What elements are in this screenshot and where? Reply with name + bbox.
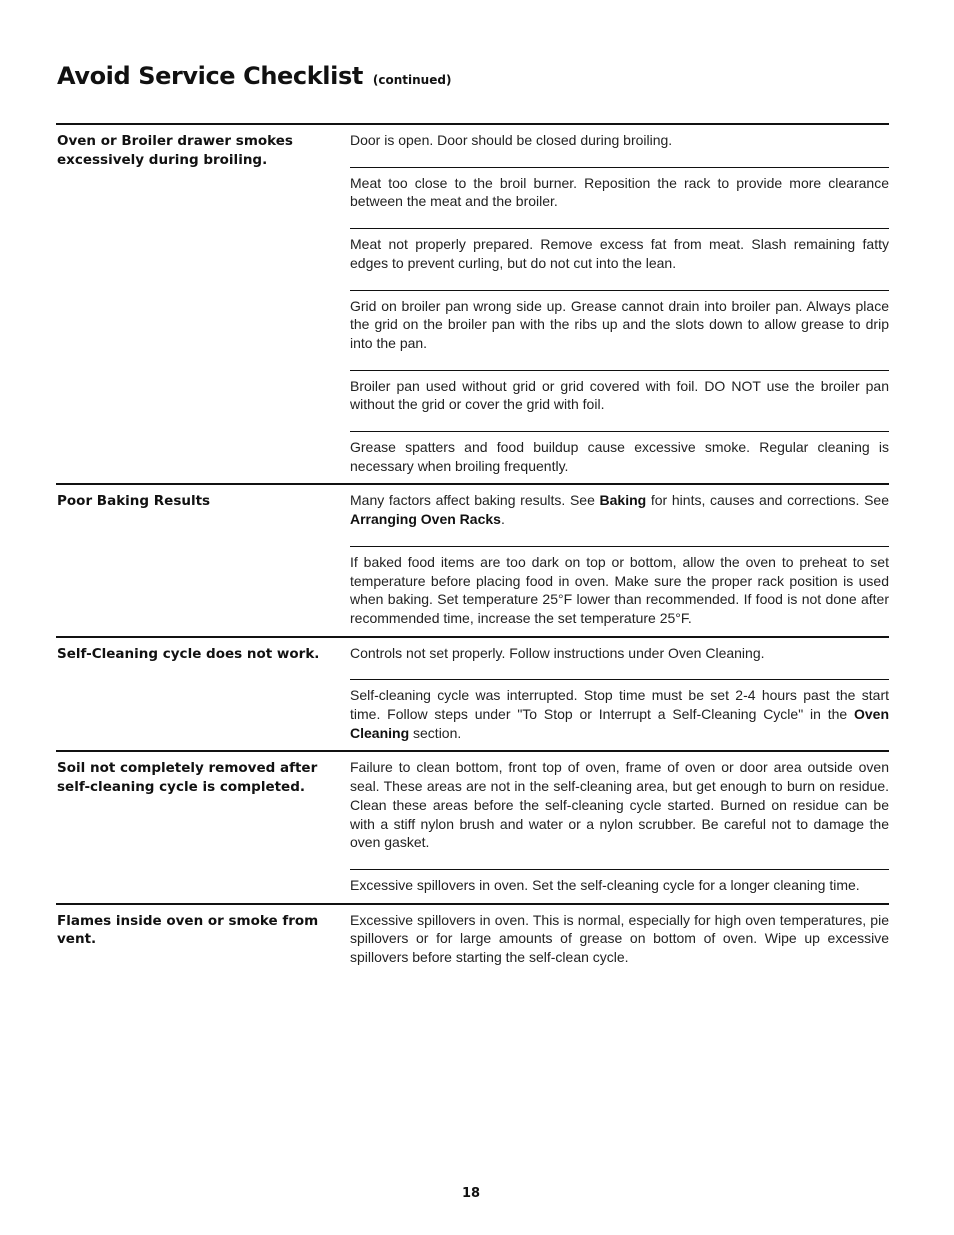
cause-text: Grease spatters and food buildup cause excessive smoke. Regular cleaning is necessary when broiling frequently. <box>350 439 889 474</box>
cause-item <box>350 290 889 361</box>
problem-label: Poor Baking Results <box>57 493 211 510</box>
checklist-table <box>56 123 889 975</box>
continued-label: (continued) <box>372 73 452 87</box>
cause-item <box>350 752 889 860</box>
cause-text: Meat too close to the broil burner. Reposition the rack to provide more clearance between the meat and the broiler. <box>350 174 889 210</box>
cause-emphasis: Baking <box>599 492 647 509</box>
checklist-row <box>56 903 889 975</box>
problem-label: Self-Cleaning cycle does not work. <box>57 645 320 662</box>
cause-text: . <box>500 511 505 528</box>
cause-text: Door is open. Door should be closed during broiling. <box>350 132 673 148</box>
page-title <box>57 62 451 90</box>
cause-item <box>350 228 889 280</box>
cause-text: Excessive spillovers in oven. Set the self-cleaning cycle for a longer cleaning time. <box>350 876 860 893</box>
page-number: 18 <box>461 1186 481 1201</box>
cause-item <box>350 431 889 483</box>
checklist-row <box>56 636 889 751</box>
cause-text: Broiler pan used without grid or grid covered with foil. DO NOT use the broiler pan without the grid or cover the grid with foil. <box>350 377 889 413</box>
cause-item <box>350 679 889 750</box>
cause-list <box>350 752 889 902</box>
cause-item <box>350 905 889 975</box>
cause-item <box>350 167 889 219</box>
cause-emphasis: Oven Cleaning <box>350 706 889 741</box>
page-title-text: Avoid Service Checklist <box>57 62 363 90</box>
cause-item <box>350 869 889 903</box>
cause-text: Grid on broiler pan wrong side up. Grease cannot drain into broiler pan. Always place the grid on the broiler pan with the ribs up and the slots down to allow grease to drip into the pan. <box>350 297 889 351</box>
cause-list <box>350 485 889 635</box>
cause-text: Meat not properly prepared. Remove excess fat from meat. Slash remaining fatty edges to prevent curling, but do not cut into the lean. <box>350 236 889 271</box>
cause-list <box>350 125 889 483</box>
cause-text: Many factors affect baking results. See <box>350 492 600 509</box>
cause-list <box>350 638 889 751</box>
cause-item <box>350 638 889 671</box>
cause-item <box>350 370 889 422</box>
cause-item <box>350 125 889 158</box>
cause-text: Failure to clean bottom, front top of oven, frame of oven or door area outside oven seal. These areas are not in the self-cleaning area, but get enough to burn on residue. Clean these areas before the self-cleaning cycle started. Burned on residue can be with a stiff nylon brush and water or a nylon scrubber. Be careful not to damage the oven gasket. <box>350 759 889 851</box>
cause-emphasis: Arranging Oven Racks <box>350 511 501 528</box>
cause-item <box>350 485 889 536</box>
cause-text: Excessive spillovers in oven. This is normal, especially for high oven temperatures, pie spillovers or for large amounts of grease on bottom of oven. Wipe up excessive spillovers before starting the self-clean cycle. <box>350 911 889 966</box>
cause-text: for hints, causes and corrections. See <box>646 492 889 509</box>
problem-label: Flames inside oven or smoke from vent. <box>57 912 319 948</box>
cause-item <box>350 546 889 636</box>
problem-label: Oven or Broiler drawer smokes excessively during broiling. <box>57 133 293 168</box>
cause-text: If baked food items are too dark on top or bottom, allow the oven to preheat to set temperature before placing food in oven. Make sure the proper rack position is used when baking. Set temperature 25°F lower than recommended. If food is not done after recommended time, increase the set temperature 25°F. <box>350 553 889 626</box>
cause-text: section. <box>409 724 462 741</box>
cause-text: Controls not set properly. Follow instructions under Oven Cleaning. <box>350 644 765 661</box>
problem-label: Soil not completely removed after self-cleaning cycle is completed. <box>57 760 318 796</box>
cause-text: Self-cleaning cycle was interrupted. Stop time must be set 2-4 hours past the start time. Follow steps under "To Stop or Interrupt a Self-Cleaning Cycle" in the <box>350 687 889 723</box>
cause-list <box>350 905 889 975</box>
checklist-row <box>56 123 889 483</box>
checklist-row <box>56 483 889 635</box>
checklist-row <box>56 750 889 902</box>
